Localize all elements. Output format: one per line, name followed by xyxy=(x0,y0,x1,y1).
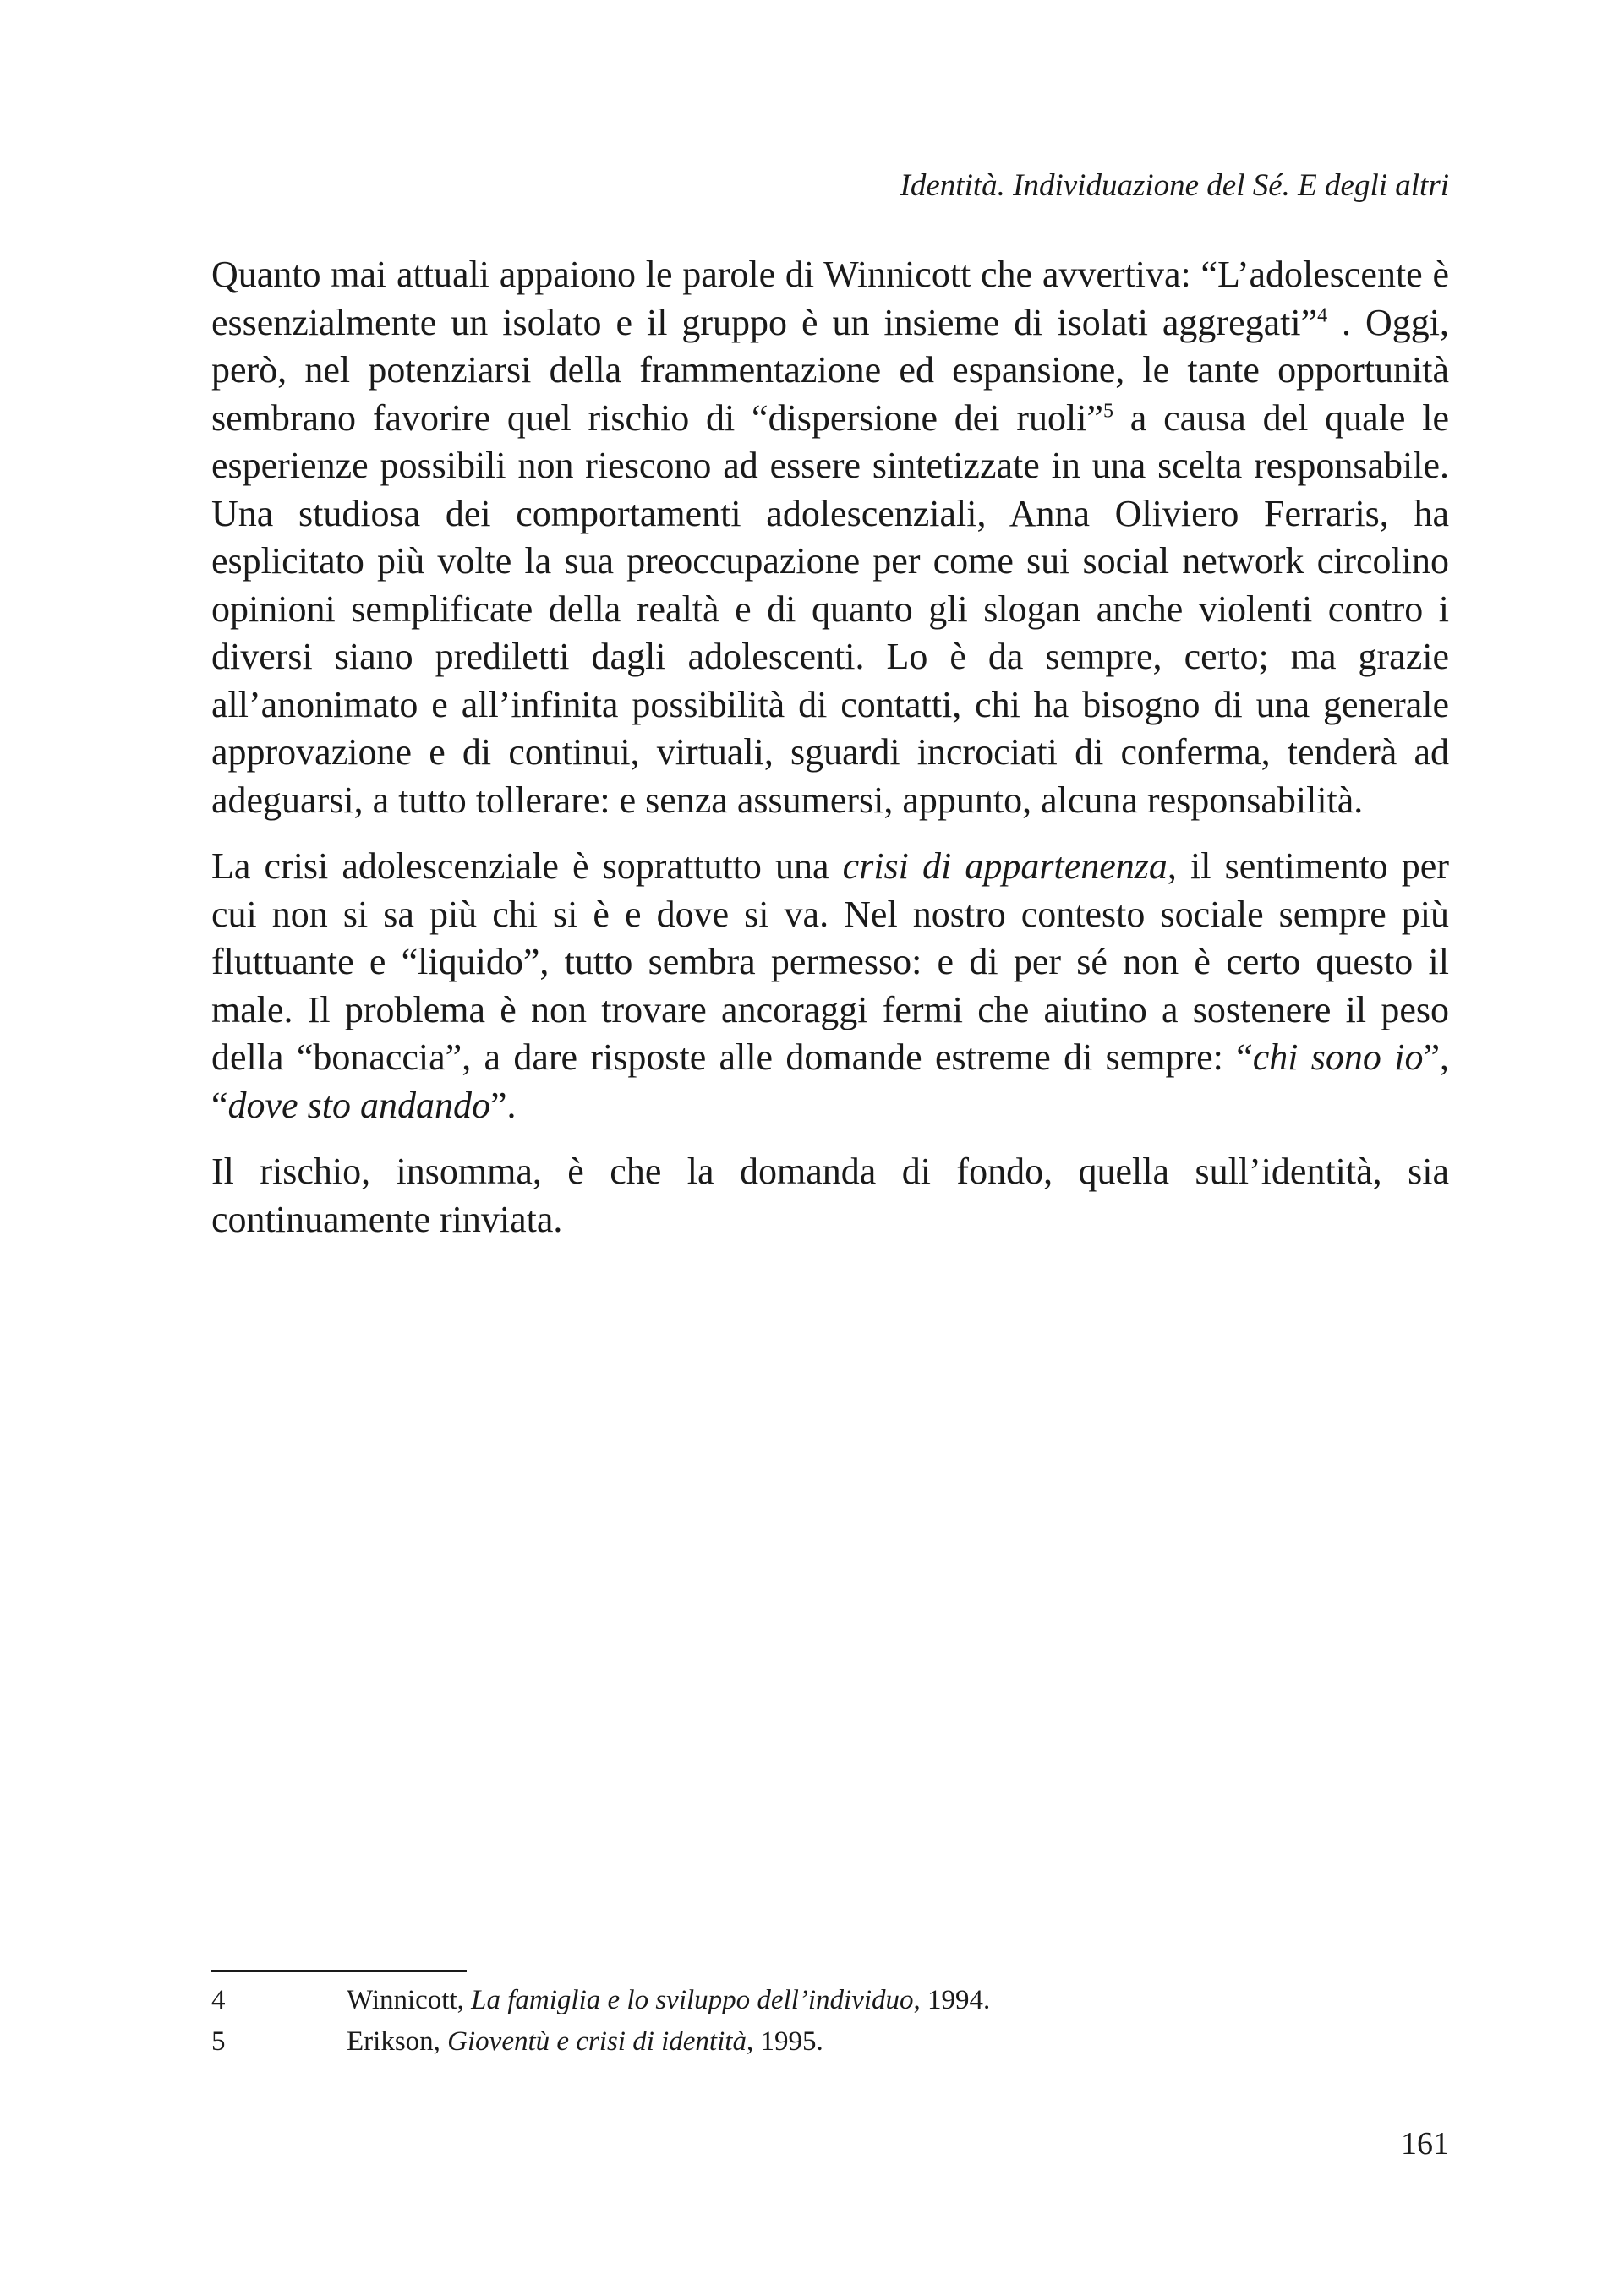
text-span: Il rischio, insomma, è che la domanda di fondo, quella sull’identità, sia continuamente rinviata. xyxy=(211,1151,1449,1240)
footnote-title: La famiglia e lo sviluppo dell’individuo xyxy=(471,1985,914,2015)
footnote-number: 5 xyxy=(211,2026,226,2057)
body-text xyxy=(211,251,1449,1262)
footnotes xyxy=(211,1980,1449,2063)
footnote-title: Gioventù e crisi di identità xyxy=(447,2026,747,2057)
page-number: 161 xyxy=(1401,2126,1449,2162)
running-header: Identità. Individuazione del Sé. E degli altri xyxy=(900,168,1449,203)
text-span: , il sentimento per cui non si sa più chi si è e dove si va. Nel nostro contesto sociale sempre più fluttuante e “liquido”, tutto sembra permesso: e di per sé non è certo questo il male. Il problema è non trovare ancoraggi fermi che aiutino a sostenere il peso della “bonaccia”, a dare risposte alle domande estreme di sempre: “ xyxy=(211,845,1449,1078)
paragraph-1 xyxy=(211,251,1449,824)
text-span: La crisi adolescenziale è soprattutto una xyxy=(211,845,843,887)
italic-phrase: crisi di appartenenza xyxy=(842,845,1168,887)
text-span: ”, “ xyxy=(211,1036,1449,1126)
footnote-author: Erikson, xyxy=(347,2026,448,2057)
footnote-divider xyxy=(211,1970,467,1972)
footnote-reference: 5 xyxy=(1102,399,1113,422)
footnote-reference: 4 xyxy=(1317,303,1328,326)
italic-phrase: chi sono io xyxy=(1252,1036,1424,1078)
footnote-text xyxy=(347,1980,990,2021)
footnote-5 xyxy=(211,2021,1449,2063)
paragraph-2 xyxy=(211,843,1449,1129)
italic-phrase: dove sto andando xyxy=(227,1084,490,1126)
text-span: ”. xyxy=(489,1084,517,1126)
footnote-text xyxy=(347,2021,823,2063)
text-span: a causa del quale le esperienze possibili non riescono ad essere sintetizzate in una scelta responsabile. Una studiosa dei comportamenti adolescenziali, Anna Oliviero Ferraris, ha esplicitato più volte la sua preoccupazione per come sui social network circolino opinioni semplificate della realtà e di quanto gli slogan anche violenti contro i diversi siano prediletti dagli adolescenti. Lo è da sempre, certo; ma grazie all’anonimato e all’infinita possibilità di contatti, chi ha bisogno di una generale approvazione e di continui, virtuali, sguardi incrociati di conferma, tenderà ad adeguarsi, a tutto tollerare: e senza assumersi, appunto, alcuna responsabilità. xyxy=(211,396,1450,821)
text-span: Quanto mai attuali appaiono le parole di Winnicott che avvertiva: “L’adolescente è essenzialmente un isolato e il gruppo è un insieme di isolati aggregati” xyxy=(211,254,1449,343)
paragraph-3 xyxy=(211,1148,1449,1244)
text-span: . Oggi, però, nel potenziarsi della frammentazione ed espansione, le tante opportunità sembrano favorire quel rischio di “dispersione dei ruoli” xyxy=(211,301,1450,439)
footnote-number: 4 xyxy=(211,1985,226,2015)
footnote-year: , 1994. xyxy=(913,1985,991,2015)
footnote-year: , 1995. xyxy=(746,2026,823,2057)
footnote-author: Winnicott, xyxy=(347,1985,472,2015)
footnote-4 xyxy=(211,1980,1449,2021)
